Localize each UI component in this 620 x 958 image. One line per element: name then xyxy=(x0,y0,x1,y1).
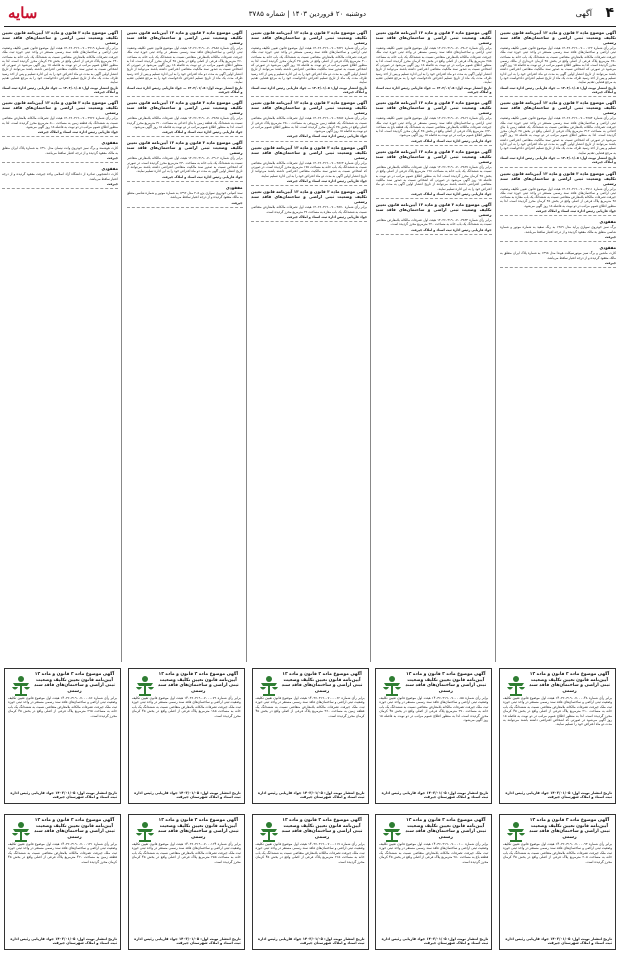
ad-text: برابر رأی شماره ۱۴۰۲۶۰۳۱۹۰۰۷۰۰۳۸۱۹ هیئت اول موضوع قانون تعیین تکلیف وضعیت ثبتی اراضی و ساختمان‌های فاقد سند رسمی مستقر در واحد ثبتی حوزه ثبت ملک جیرفت تصرفات مالکانه بلامعارض متقاضی نسبت به ششدانگ یک قطعه باغ به مساحت ۱۲۴۰ مترمربع پلاک فرعی از اصلی واقع در بخش ۴۵ کرمان محرز گردیده است. لذا به منظور اطلاع عموم مراتب در دو نوبت به فاصله ۱۵ روز آگهی می‌شود. xyxy=(375,116,492,138)
ad-signature: تاریخ انتشار نوبت اول: ۱۴۰۳/۰۱/۰۵ — جواد فاریابی رئیس اداره ثبت اسناد و املاک جیرفت xyxy=(500,85,616,94)
boxed-ad-title: آگهی موضوع ماده ۳ قانون و ماده ۱۳ آیین‌نامه قانون تعیین تکلیف وضعیت ثبتی اراضی و ساختمان‌های فاقد سند رسمی xyxy=(157,818,239,840)
ad-signature: جواد فاریابی رئیس اداره ثبت اسناد و املاک جیرفت xyxy=(286,214,367,219)
newspaper-page xyxy=(4,4,616,954)
classified-ad xyxy=(376,149,492,199)
classified-ad xyxy=(376,100,492,146)
ad-signature: جیرفت xyxy=(106,181,118,186)
boxed-ad xyxy=(499,668,616,804)
classified-ad xyxy=(251,100,367,141)
ad-title: آگهی موضوع ماده ۳ قانون و ماده ۱۳ آیین‌نامه قانون تعیین تکلیف وضعیت ثبتی اراضی و ساختمان‌های فاقد سند رسمی xyxy=(251,30,367,45)
boxed-ad-text: برابر رأی شماره ۱۴۰۳۶۰۳۱۹۰۰۷۰۰۰۰۵۵ هیئت اول موضوع قانون تعیین تکلیف وضعیت ثبتی اراضی و ساختمان‌های فاقد سند رسمی مستقر در واحد ثبتی حوزه ثبت ملک جیرفت تصرفات مالکانه بلامعارض متقاضی نسبت به ششدانگ یک باب خانه به مساحت ۲۷۰ مترمربع پلاک فرعی از اصلی واقع در بخش ۴۵ کرمان محرز گردیده است. لذا به منظور اطلاع عموم مراتب در دو نوبت به فاصله ۱۵ روز آگهی می‌شود. xyxy=(379,696,489,723)
ad-title: آگهی موضوع ماده ۳ قانون و ماده ۱۳ آیین‌نامه قانون تعیین تکلیف وضعیت ثبتی اراضی و ساختمان‌های فاقد سند رسمی xyxy=(251,189,367,205)
ad-text: برابر رأی شماره ۱۴۰۲۶۰۳۱۹۰۰۷۰۰۳۸۵۶ هیئت اول تصرفات مالکانه بلامعارض متقاضی نسبت به ششدانگ یک قطعه زمین مزروعی به مساحت ۲۵۰۰ مترمربع پلاک فرعی از اصلی واقع در بخش ۴۵ کرمان محرز گردیده است. لذا به منظور اطلاع عموم مراتب در دو نوبت به فاصله ۱۵ روز آگهی می‌شود. xyxy=(251,116,367,134)
classified-ad xyxy=(500,219,616,242)
boxed-ad-text: برابر رأی شماره ۱۴۰۳۶۰۳۱۹۰۰۷۰۰۰۱۳۱ هیئت اول موضوع قانون تعیین تکلیف وضعیت ثبتی اراضی و ساختمان‌های فاقد سند رسمی مستقر در واحد ثبتی حوزه ثبت ملک جیرفت تصرفات مالکانه بلامعارض متقاضی نسبت به ششدانگ یک قطعه زمین به مساحت ۴۲۰ مترمربع پلاک فرعی از اصلی واقع در بخش ۴۵ کرمان محرز گردیده است. xyxy=(8,842,117,864)
boxed-ad xyxy=(4,668,121,804)
ad-signature: جواد فاریابی رئیس اداره ثبت اسناد و املاک جیرفت xyxy=(535,209,616,214)
registry-emblem-icon xyxy=(380,673,404,699)
ads-columns xyxy=(4,30,616,662)
ad-column xyxy=(127,30,243,662)
issue-info: دوشنبه ۲۰ فروردین ۱۴۰۳ | شماره ۳۷۸۵ xyxy=(248,10,366,18)
boxed-ad-footer: تاریخ انتشار نوبت اول: ۱۴۰۳/۰۱/۰۵ جواد فاریابی رئیس اداره ثبت اسناد و املاک شهرستان جیرفت xyxy=(505,936,612,946)
registry-emblem-icon xyxy=(257,819,281,845)
ad-text: برابر رأی شماره ۱۴۰۲۶۰۳۱۹۰۰۷۰۰۳۹۲۶ هیئت اول تصرفات مالکانه بلامعارض متقاضی نسبت به ششدانگ یک قطعه زمین به مساحت ۵۰۰ مترمربع محرز گردیده است. لذا به منظور اطلاع عموم مراتب در دو نوبت به فاصله ۱۵ روز آگهی می‌شود. xyxy=(2,116,118,129)
boxed-ad-footer: تاریخ انتشار نوبت اول: ۱۴۰۳/۰۱/۰۵ جواد فاریابی رئیس اداره ثبت اسناد و املاک شهرستان جیرفت xyxy=(381,936,489,946)
column-divider xyxy=(495,30,496,662)
ad-signature: تاریخ انتشار نوبت اول: ۱۴۰۳/۰۱/۰۵ — جواد فاریابی رئیس اداره ثبت اسناد و املاک جیرفت xyxy=(126,85,243,94)
boxed-ad-footer: تاریخ انتشار نوبت اول: ۱۴۰۳/۰۱/۰۵ جواد فاریابی رئیس اداره ثبت اسناد و املاک شهرستان جیرفت xyxy=(134,936,241,946)
boxed-ad-title: آگهی موضوع ماده ۳ قانون و ماده ۱۳ آیین‌نامه قانون تعیین تکلیف وضعیت ثبتی اراضی و ساختمان‌های فاقد سند رسمی xyxy=(34,672,115,694)
page-number: ۴ xyxy=(605,5,614,21)
registry-emblem-icon xyxy=(9,673,33,699)
boxed-ad-title: آگهی موضوع ماده ۳ قانون و ماده ۱۳ آیین‌نامه قانون تعیین تکلیف وضعیت ثبتی اراضی و ساختمان‌های فاقد سند رسمی xyxy=(405,818,487,840)
registry-emblem-icon xyxy=(504,819,528,845)
ad-title: آگهی موضوع ماده ۳ قانون و ماده ۱۳ آیین‌نامه قانون تعیین تکلیف وضعیت ثبتی اراضی و ساختمان‌های فاقد سند رسمی xyxy=(2,30,118,45)
ad-text: برابر رأی شماره ۱۴۰۳۶۰۳۱۹۰۰۷۰۰۰۱۲۲ هیئت اول موضوع قانون تعیین تکلیف وضعیت ثبتی اراضی و ساختمان‌های فاقد سند رسمی مستقر در واحد ثبتی حوزه ثبت ملک جیرفت تصرفات مالکانه بلامعارض متقاضی نسبت به ششدانگ یک باب خانه به مساحت ۲۵۰ مترمربع پلاک فرعی از اصلی واقع در بخش ۴۵ کرمان خریداری از مالک رسمی محرز گردیده است. لذا به منظور اطلاع عموم مراتب در دو نوبت به فاصله ۱۵ روز آگهی می‌شود در صورتی که اشخاص نسبت به صدور سند مالکیت متقاضی اعتراضی داشته باشند می‌توانند از تاریخ انتشار اولین آگهی به مدت دو ماه اعتراض خود را به این اداره تسلیم و پس از اخذ رسید ظرف مدت یک ماه از تاریخ تسلیم اعتراض دادخواست خود را به مرجع قضایی تقدیم نمایند. xyxy=(500,46,616,85)
ad-title: مفقودی xyxy=(599,219,616,225)
ad-title: آگهی موضوع ماده ۳ قانون و ماده ۱۳ آیین‌نامه قانون تعیین تکلیف وضعیت ثبتی اراضی و ساختمان‌های فاقد سند رسمی xyxy=(251,100,367,116)
classified-ad xyxy=(251,189,367,222)
registry-emblem-icon xyxy=(504,673,528,699)
ad-text: برابر رأی شماره ۱۴۰۲۶۰۳۱۹۰۰۷۰۰۳۸۷۰ هیئت اول تصرفات مالکانه بلامعارض متقاضی نسبت به ششدانگ یک باب مغازه به مساحت ۳۶ مترمربع محرز گردیده است. xyxy=(251,205,367,214)
boxed-ad-footer: تاریخ انتشار نوبت اول: ۱۴۰۳/۰۱/۰۵ جواد فاریابی رئیس اداره ثبت اسناد و املاک شهرستان جیرفت xyxy=(134,790,241,800)
ad-text: کارت هوشمند و برگ سبز خودروی وانت نیسان مدل ۱۳۹۰ به شماره پلاک ایران متعلق به مالک مفقود گردیده و از درجه اعتبار ساقط می‌باشد. xyxy=(2,146,118,155)
ad-signature: تاریخ انتشار نوبت اول: ۱۴۰۳/۰۱/۰۵ — جواد فاریابی رئیس اداره ثبت اسناد و املاک جیرفت xyxy=(375,85,492,94)
boxed-ad-footer: تاریخ انتشار نوبت اول: ۱۴۰۳/۰۱/۰۵ جواد فاریابی رئیس اداره ثبت اسناد و املاک شهرستان جیرفت xyxy=(381,790,489,800)
ad-text: برابر رأی شماره ۱۴۰۲۶۰۳۱۹۰۰۷۰۰۳۸۶۳ هیئت اول تصرفات مالکانه بلامعارض متقاضی نسبت به ششدانگ یک باب خانه به مساحت ۱۷۵ مترمربع محرز گردیده است. در صورتی که اشخاص نسبت به صدور سند مالکیت متقاضی اعتراضی داشته باشند می‌توانند از تاریخ انتشار اولین آگهی به مدت دو ماه اعتراض خود را به این اداره تسلیم نمایند. xyxy=(251,160,367,178)
registry-emblem-icon xyxy=(380,819,404,845)
ad-text: برابر رأی شماره ۱۴۰۲۶۰۳۱۹۰۰۷۰۰۳۹۰۲ هیئت اول تصرفات مالکانه بلامعارض متقاضی نسبت به ششدانگ یک باب خانه به مساحت ۲۳۰ مترمربع محرز گردیده است. در صورتی که اشخاص نسبت به صدور سند مالکیت متقاضی اعتراضی داشته باشند می‌توانند از تاریخ انتشار اولین آگهی به مدت دو ماه اعتراض خود را به این اداره تسلیم نمایند. xyxy=(126,156,243,174)
ad-title: آگهی موضوع ماده ۳ قانون و ماده ۱۳ آیین‌نامه قانون تعیین تکلیف وضعیت ثبتی اراضی و ساختمان‌های فاقد سند رسمی xyxy=(126,140,243,156)
ad-signature: جواد فاریابی رئیس اداره ثبت اسناد و املاک جیرفت xyxy=(411,191,492,196)
ad-title: آگهی موضوع ماده ۳ قانون و ماده ۱۳ آیین‌نامه قانون تعیین تکلیف وضعیت ثبتی اراضی و ساختمان‌های فاقد سند رسمی xyxy=(251,144,367,160)
classified-ad xyxy=(2,140,118,163)
ad-signature: جواد فاریابی رئیس اداره ثبت اسناد و املاک جیرفت xyxy=(286,134,367,139)
column-divider xyxy=(370,30,371,662)
boxed-ad-text: برابر رأی شماره ۱۴۰۳۶۰۳۱۹۰۰۷۰۰۰۰۷۹ هیئت اول موضوع قانون تعیین تکلیف وضعیت ثبتی اراضی و ساختمان‌های فاقد سند رسمی مستقر در واحد ثبتی حوزه ثبت ملک جیرفت تصرفات مالکانه بلامعارض متقاضی نسبت به ششدانگ یک باب خانه به مساحت ۱۸۵ مترمربع پلاک فرعی از اصلی واقع در بخش ۴۵ کرمان محرز گردیده است. xyxy=(131,696,241,718)
boxed-ad xyxy=(252,668,369,804)
ad-title: آگهی موضوع ماده ۳ قانون و ماده ۱۳ آیین‌نامه قانون تعیین تکلیف وضعیت ثبتی اراضی و ساختمان‌های فاقد سند رسمی xyxy=(126,100,243,116)
ad-signature: جواد فاریابی رئیس اداره ثبت اسناد و املاک جیرفت xyxy=(411,227,492,232)
column-divider xyxy=(121,30,122,662)
classified-ad xyxy=(376,202,492,235)
ad-title: آگهی موضوع ماده ۳ قانون و ماده ۱۳ آیین‌نامه قانون تعیین تکلیف وضعیت ثبتی اراضی و ساختمان‌های فاقد سند رسمی xyxy=(126,30,243,45)
ad-text: برابر رأی شماره ۱۴۰۲۶۰۳۱۹۰۰۷۰۰۳۷۱۱ هیئت اول موضوع قانون تعیین تکلیف وضعیت ثبتی اراضی و ساختمان‌های فاقد سند رسمی مستقر در واحد ثبتی حوزه ثبت ملک جیرفت تصرفات مالکانه بلامعارض متقاضی نسبت به ششدانگ یک باب مغازه به مساحت ۴۸ مترمربع پلاک فرعی از اصلی واقع در بخش ۴۵ کرمان محرز گردیده است. لذا به منظور اطلاع عموم مراتب در دو نوبت به فاصله ۱۵ روز آگهی می‌شود. xyxy=(500,186,616,208)
boxed-ad-text: برابر رأی شماره ۱۴۰۳۶۰۳۱۹۰۰۷۰۰۰۰۹۳ هیئت اول موضوع قانون تعیین تکلیف وضعیت ثبتی اراضی و ساختمان‌های فاقد سند رسمی مستقر در واحد ثبتی حوزه ثبت ملک جیرفت تصرفات مالکانه بلامعارض متقاضی نسبت به ششدانگ یک باب خانه به مساحت ۲۰۵ مترمربع پلاک فرعی از اصلی واقع در بخش ۴۵ کرمان محرز گردیده است. xyxy=(503,842,612,864)
ad-title: آگهی موضوع ماده ۳ قانون و ماده ۱۳ آیین‌نامه قانون تعیین تکلیف وضعیت ثبتی اراضی و ساختمان‌های فاقد سند رسمی xyxy=(375,202,492,218)
registry-emblem-icon xyxy=(9,819,33,845)
ad-text: برابر رأی شماره ۱۴۰۲۶۰۳۱۹۰۰۷۰۰۳۸۰۲ هیئت اول موضوع قانون تعیین تکلیف وضعیت ثبتی اراضی و ساختمان‌های فاقد سند رسمی مستقر در واحد ثبتی حوزه ثبت ملک جیرفت تصرفات مالکانه بلامعارض متقاضی نسبت به ششدانگ یک باب خانه به مساحت ۲۸۵ مترمربع پلاک فرعی از اصلی واقع در بخش ۴۵ کرمان محرز گردیده است. لذا به منظور اطلاع عموم مراتب در دو نوبت به فاصله ۱۵ روز آگهی می‌شود در صورتی که اشخاص نسبت به صدور سند مالکیت متقاضی اعتراضی داشته باشند می‌توانند از تاریخ انتشار اولین آگهی به مدت دو ماه اعتراض خود را به این اداره تسلیم و پس از اخذ رسید ظرف مدت یک ماه از تاریخ تسلیم اعتراض دادخواست خود را به مرجع قضایی تقدیم نمایند. xyxy=(375,46,492,85)
ad-title: مفقودی xyxy=(101,140,118,146)
ad-column xyxy=(2,30,118,662)
boxed-ad-footer: تاریخ انتشار نوبت اول: ۱۴۰۳/۰۱/۰۵ جواد فاریابی رئیس اداره ثبت اسناد و املاک شهرستان جیرفت xyxy=(10,936,117,946)
classified-ad xyxy=(500,30,616,97)
ad-signature: جواد فاریابی رئیس اداره ثبت اسناد و املاک جیرفت xyxy=(37,130,118,135)
boxed-ad xyxy=(128,668,245,804)
classified-ad xyxy=(251,30,367,97)
classified-ad xyxy=(2,30,118,97)
ad-signature: تاریخ انتشار نوبت اول: ۱۴۰۳/۰۱/۰۵ — جواد فاریابی رئیس اداره ثبت اسناد و املاک جیرفت xyxy=(2,85,118,94)
newspaper-logo: سایه xyxy=(8,4,38,22)
ad-signature: تاریخ انتشار نوبت اول: ۱۴۰۳/۰۱/۰۵ — جواد فاریابی رئیس اداره ثبت اسناد و املاک جیرفت xyxy=(251,85,367,94)
ad-signature: تاریخ انتشار نوبت اول: ۱۴۰۳/۰۱/۰۵ — جواد فاریابی رئیس اداره ثبت اسناد و املاک جیرفت xyxy=(500,155,616,165)
registry-emblem-icon xyxy=(133,673,157,699)
boxed-ad-text: برابر رأی شماره ۱۴۰۳۶۰۳۱۹۰۰۷۰۰۰۱۲۴ هیئت اول موضوع قانون تعیین تکلیف وضعیت ثبتی اراضی و ساختمان‌های فاقد سند رسمی مستقر در واحد ثبتی حوزه ثبت ملک جیرفت تصرفات مالکانه بلامعارض متقاضی نسبت به ششدانگ یک باب خانه به مساحت ۲۵۵ مترمربع پلاک فرعی از اصلی واقع در بخش ۴۵ کرمان محرز گردیده است. xyxy=(131,842,241,864)
boxed-ad xyxy=(499,814,616,950)
boxed-ad-footer: تاریخ انتشار نوبت اول: ۱۴۰۳/۰۱/۰۵ جواد فاریابی رئیس اداره ثبت اسناد و املاک شهرستان جیرفت xyxy=(257,936,365,946)
ad-title: آگهی موضوع ماده ۳ قانون و ماده ۱۳ آیین‌نامه قانون تعیین تکلیف وضعیت ثبتی اراضی و ساختمان‌های فاقد سند رسمی xyxy=(2,100,118,116)
ad-column xyxy=(500,30,616,662)
ad-text: سند کمپانی خودروی سواری پژو ۴۰۵ مدل ۱۳۹۲ به شماره موتور و شماره شاسی متعلق به مالک مفقود گردیده و از درجه اعتبار ساقط می‌باشد. xyxy=(126,190,243,200)
boxed-ad xyxy=(375,668,492,804)
ad-text: کارت ماشین و برگ سبز موتورسیکلت هوندا مدل ۱۳۹۵ به شماره پلاک ایران متعلق به مالک مفقود گردیده و از درجه اعتبار ساقط می‌باشد. xyxy=(500,251,616,260)
ad-title: آگهی موضوع ماده ۳ قانون و ماده ۱۳ آیین‌نامه قانون تعیین تکلیف وضعیت ثبتی اراضی و ساختمان‌های فاقد سند رسمی xyxy=(375,30,492,45)
boxed-ad-footer: تاریخ انتشار نوبت اول: ۱۴۰۳/۰۱/۰۵ جواد فاریابی رئیس اداره ثبت اسناد و املاک شهرستان جیرفت xyxy=(505,790,612,800)
boxed-ad-text: برابر رأی شماره ۱۴۰۳۶۰۳۱۹۰۰۷۰۰۰۱۱۷ هیئت اول موضوع قانون تعیین تکلیف وضعیت ثبتی اراضی و ساختمان‌های فاقد سند رسمی مستقر در واحد ثبتی حوزه ثبت ملک جیرفت تصرفات مالکانه بلامعارض متقاضی نسبت به ششدانگ یک باب خانه به مساحت ۲۱۵ مترمربع پلاک فرعی از اصلی واقع در بخش ۴۵ کرمان محرز گردیده است. xyxy=(255,842,365,864)
boxed-ad xyxy=(128,814,245,950)
section-name: آگهی xyxy=(575,9,592,18)
ad-text: برابر رأی شماره ۱۴۰۲۶۰۳۱۹۰۰۷۰۰۳۸۳۴ هیئت اول تصرفات مالکانه بلامعارض متقاضی نسبت به ششدانگ یک باب خانه به مساحت ۲۲۰ مترمربع محرز گردیده است. xyxy=(375,218,492,227)
ad-title: آگهی موضوع ماده ۳ قانون و ماده ۱۳ آیین‌نامه قانون تعیین تکلیف وضعیت ثبتی اراضی و ساختمان‌های فاقد سند رسمی xyxy=(375,149,492,165)
boxed-ad-footer: تاریخ انتشار نوبت اول: ۱۴۰۳/۰۱/۰۵ جواد فاریابی رئیس اداره ثبت اسناد و املاک شهرستان جیرفت xyxy=(10,790,117,800)
classified-ad xyxy=(127,140,243,181)
ad-title: مفقودی xyxy=(101,166,118,172)
ad-column xyxy=(376,30,492,662)
ad-signature: جیرفت xyxy=(106,156,118,161)
ad-signature: جواد فاریابی رئیس اداره ثبت اسناد و املاک جیرفت xyxy=(286,178,367,183)
ad-column xyxy=(251,30,367,662)
classified-ad xyxy=(500,171,616,217)
boxed-ad-title: آگهی موضوع ماده ۳ قانون و ماده ۱۳ آیین‌نامه قانون تعیین تکلیف وضعیت ثبتی اراضی و ساختمان‌های فاقد سند رسمی xyxy=(34,818,115,840)
classified-ad xyxy=(2,100,118,137)
classified-ad xyxy=(500,100,616,167)
ad-text: برابر رأی شماره ۱۴۰۲۶۰۳۱۹۰۰۷۰۰۳۸۴۱ هیئت اول موضوع قانون تعیین تکلیف وضعیت ثبتی اراضی و ساختمان‌های فاقد سند رسمی مستقر در واحد ثبتی حوزه ثبت ملک جیرفت تصرفات مالکانه بلامعارض متقاضی نسبت به ششدانگ یک باب خانه به مساحت ۳۰۰ مترمربع پلاک فرعی از اصلی واقع در بخش ۴۵ کرمان محرز گردیده است. لذا به منظور اطلاع عموم مراتب در دو نوبت به فاصله ۱۵ روز آگهی می‌شود در صورتی که اشخاص نسبت به صدور سند مالکیت متقاضی اعتراضی داشته باشند می‌توانند از تاریخ انتشار اولین آگهی به مدت دو ماه اعتراض خود را به این اداره تسلیم و پس از اخذ رسید ظرف مدت یک ماه از تاریخ تسلیم اعتراض دادخواست خود را به مرجع قضایی تقدیم نمایند. xyxy=(251,46,367,85)
classified-ad xyxy=(2,166,118,189)
ad-title: آگهی موضوع ماده ۳ قانون و ماده ۱۳ آیین‌نامه قانون تعیین تکلیف وضعیت ثبتی اراضی و ساختمان‌های فاقد سند رسمی xyxy=(500,30,616,45)
ad-signature: جواد فاریابی رئیس اداره ثبت اسناد و املاک جیرفت xyxy=(162,130,243,135)
ad-signature: جیرفت xyxy=(231,200,243,205)
ad-text: برابر رأی شماره ۱۴۰۲۶۰۳۱۹۰۰۷۰۰۳۸۹۵ هیئت اول تصرفات مالکانه بلامعارض متقاضی نسبت به ششدانگ یک قطعه زمین با بنای احداثی به مساحت ۴۱۰ مترمربع محرز گردیده است. لذا به منظور اطلاع عموم مراتب در دو نوبت به فاصله ۱۵ روز آگهی می‌شود. xyxy=(126,116,243,129)
boxed-ad-text: برابر رأی شماره ۱۴۰۳۶۰۳۱۹۰۰۷۰۰۰۰۸۶ هیئت اول موضوع قانون تعیین تکلیف وضعیت ثبتی اراضی و ساختمان‌های فاقد سند رسمی مستقر در واحد ثبتی حوزه ثبت ملک جیرفت تصرفات مالکانه بلامعارض متقاضی نسبت به ششدانگ یک باب خانه به مساحت ۲۹۵ مترمربع پلاک فرعی از اصلی واقع در بخش ۴۵ کرمان محرز گردیده است. xyxy=(8,696,117,718)
classified-ad xyxy=(127,185,243,208)
ad-text: برابر رأی شماره ۱۴۰۲۶۰۳۱۹۰۰۷۰۰۳۶۵۴ هیئت اول موضوع قانون تعیین تکلیف وضعیت ثبتی اراضی و ساختمان‌های فاقد سند رسمی مستقر در واحد ثبتی حوزه ثبت ملک جیرفت تصرفات مالکانه بلامعارض متقاضی نسبت به ششدانگ یک قطعه زمین با بنای احداثی به مساحت ۳۱۲ مترمربع پلاک فرعی از اصلی واقع در بخش ۴۵ کرمان محرز گردیده است. لذا به منظور اطلاع عموم مراتب در دو نوبت به فاصله ۱۵ روز آگهی می‌شود در صورتی که اشخاص نسبت به صدور سند مالکیت متقاضی اعتراضی داشته باشند می‌توانند از تاریخ انتشار اولین آگهی به مدت دو ماه اعتراض خود را به این اداره تسلیم و پس از اخذ رسید ظرف مدت یک ماه از تاریخ تسلیم اعتراض دادخواست خود را به مرجع قضایی تقدیم نمایند. xyxy=(500,116,616,155)
boxed-ad xyxy=(252,814,369,950)
column-divider xyxy=(246,30,247,662)
boxed-ad-title: آگهی موضوع ماده ۳ قانون و ماده ۱۳ آیین‌نامه قانون تعیین تکلیف وضعیت ثبتی اراضی و ساختمان‌های فاقد سند رسمی xyxy=(281,672,363,694)
ad-title: آگهی موضوع ماده ۳ قانون و ماده ۱۳ آیین‌نامه قانون تعیین تکلیف وضعیت ثبتی اراضی و ساختمان‌های فاقد سند رسمی xyxy=(375,100,492,116)
boxed-ad-text: برابر رأی شماره ۱۴۰۳۶۰۳۱۹۰۰۷۰۰۰۱۰۰ هیئت اول موضوع قانون تعیین تکلیف وضعیت ثبتی اراضی و ساختمان‌های فاقد سند رسمی مستقر در واحد ثبتی حوزه ثبت ملک جیرفت تصرفات مالکانه بلامعارض متقاضی نسبت به ششدانگ یک قطعه باغ به مساحت ۹۸۰ مترمربع پلاک فرعی از اصلی واقع در بخش ۴۵ کرمان محرز گردیده است. xyxy=(379,842,489,864)
ad-text: برابر رأی شماره ۱۴۰۲۶۰۳۱۹۰۰۷۰۰۳۸۸۸ هیئت اول موضوع قانون تعیین تکلیف وضعیت ثبتی اراضی و ساختمان‌های فاقد سند رسمی مستقر در واحد ثبتی حوزه ثبت ملک جیرفت تصرفات مالکانه بلامعارض متقاضی نسبت به ششدانگ یک باب خانه به مساحت ۲۶۰ مترمربع پلاک فرعی از اصلی واقع در بخش ۴۵ کرمان محرز گردیده است. لذا به منظور اطلاع عموم مراتب در دو نوبت به فاصله ۱۵ روز آگهی می‌شود در صورتی که اشخاص نسبت به صدور سند مالکیت متقاضی اعتراضی داشته باشند می‌توانند از تاریخ انتشار اولین آگهی به مدت دو ماه اعتراض خود را به این اداره تسلیم و پس از اخذ رسید ظرف مدت یک ماه از تاریخ تسلیم اعتراض دادخواست خود را به مرجع قضایی تقدیم نمایند. xyxy=(126,46,243,85)
classified-ad xyxy=(376,30,492,97)
boxed-ad-title: آگهی موضوع ماده ۳ قانون و ماده ۱۳ آیین‌نامه قانون تعیین تکلیف وضعیت ثبتی اراضی و ساختمان‌های فاقد سند رسمی xyxy=(529,818,610,840)
ad-title: آگهی موضوع ماده ۳ قانون و ماده ۱۳ آیین‌نامه قانون تعیین تکلیف وضعیت ثبتی اراضی و ساختمان‌های فاقد سند رسمی xyxy=(500,100,616,116)
boxed-ad-title: آگهی موضوع ماده ۳ قانون و ماده ۱۳ آیین‌نامه قانون تعیین تکلیف وضعیت ثبتی اراضی و ساختمان‌های فاقد سند رسمی xyxy=(281,818,363,840)
boxed-ad-text: برابر رأی شماره ۱۴۰۳۶۰۳۱۹۰۰۷۰۰۰۰۴۸ هیئت اول موضوع قانون تعیین تکلیف وضعیت ثبتی اراضی و ساختمان‌های فاقد سند رسمی مستقر در واحد ثبتی حوزه ثبت ملک جیرفت تصرفات مالکانه بلامعارض متقاضی نسبت به ششدانگ یک باب خانه به مساحت ۲۱۰ مترمربع پلاک فرعی از اصلی واقع در بخش ۴۵ کرمان محرز گردیده است. لذا به منظور اطلاع عموم مراتب در دو نوبت به فاصله ۱۵ روز آگهی می‌شود در صورتی که اشخاص اعتراضی داشته باشند می‌توانند به مدت دو ماه اعتراض خود را تسلیم نمایند. xyxy=(503,696,612,727)
page-header xyxy=(4,4,616,27)
boxed-ad-title: آگهی موضوع ماده ۳ قانون و ماده ۱۳ آیین‌نامه قانون تعیین تکلیف وضعیت ثبتی اراضی و ساختمان‌های فاقد سند رسمی xyxy=(529,672,610,694)
boxed-ad xyxy=(4,814,121,950)
ad-text: برابر رأی شماره ۱۴۰۲۶۰۳۱۹۰۰۷۰۰۳۸۲۷ هیئت اول تصرفات مالکانه بلامعارض متقاضی نسبت به ششدانگ یک باب خانه به مساحت ۱۹۸ مترمربع پلاک فرعی از اصلی واقع در بخش ۴۵ کرمان محرز گردیده است. لذا به منظور اطلاع عموم مراتب در دو نوبت به فاصله ۱۵ روز آگهی می‌شود در صورتی که اشخاص نسبت به صدور سند مالکیت متقاضی اعتراضی داشته باشند می‌توانند از تاریخ انتشار اولین آگهی به مدت دو ماه اعتراض خود را به این اداره تسلیم نمایند. xyxy=(375,165,492,191)
boxed-ad-title: آگهی موضوع ماده ۳ قانون و ماده ۱۳ آیین‌نامه قانون تعیین تکلیف وضعیت ثبتی اراضی و ساختمان‌های فاقد سند رسمی xyxy=(405,672,487,694)
classified-ad xyxy=(500,245,616,268)
ad-text: برابر رأی شماره ۱۴۰۲۶۰۳۱۹۰۰۷۰۰۳۹۱۹ هیئت اول موضوع قانون تعیین تکلیف وضعیت ثبتی اراضی و ساختمان‌های فاقد سند رسمی مستقر در واحد ثبتی حوزه ثبت ملک جیرفت تصرفات مالکانه بلامعارض متقاضی نسبت به ششدانگ یک باب خانه به مساحت ۲۴۰ مترمربع پلاک فرعی از اصلی واقع در بخش ۴۵ کرمان محرز گردیده است. لذا به منظور اطلاع عموم مراتب در دو نوبت به فاصله ۱۵ روز آگهی می‌شود در صورتی که اشخاص نسبت به صدور سند مالکیت متقاضی اعتراضی داشته باشند می‌توانند از تاریخ انتشار اولین آگهی به مدت دو ماه اعتراض خود را به این اداره تسلیم و پس از اخذ رسید ظرف مدت یک ماه از تاریخ تسلیم اعتراض دادخواست خود را به مرجع قضایی تقدیم نمایند. xyxy=(2,46,118,85)
registry-emblem-icon xyxy=(133,819,157,845)
ad-signature: جواد فاریابی رئیس اداره ثبت اسناد و املاک جیرفت xyxy=(411,138,492,143)
ad-title: آگهی موضوع ماده ۳ قانون و ماده ۱۳ آیین‌نامه قانون تعیین تکلیف وضعیت ثبتی اراضی و ساختمان‌های فاقد سند رسمی xyxy=(500,170,616,186)
ad-signature: جواد فاریابی رئیس اداره ثبت اسناد و املاک جیرفت xyxy=(162,174,243,179)
classified-ad xyxy=(251,145,367,186)
boxed-ad-title: آگهی موضوع ماده ۳ قانون و ماده ۱۳ آیین‌نامه قانون تعیین تکلیف وضعیت ثبتی اراضی و ساختمان‌های فاقد سند رسمی xyxy=(157,672,239,694)
ad-signature: جیرفت xyxy=(604,260,616,265)
classified-ad xyxy=(127,30,243,97)
boxed-ad-text: برابر رأی شماره ۱۴۰۳۶۰۳۱۹۰۰۷۰۰۰۰۶۲ هیئت اول موضوع قانون تعیین تکلیف وضعیت ثبتی اراضی و ساختمان‌های فاقد سند رسمی مستقر در واحد ثبتی حوزه ثبت ملک جیرفت تصرفات مالکانه بلامعارض متقاضی نسبت به ششدانگ یک قطعه زمین به مساحت ۳۶۰ مترمربع پلاک فرعی از اصلی واقع در بخش ۴۵ کرمان محرز گردیده است. xyxy=(255,696,365,718)
ad-signature: جیرفت xyxy=(604,234,616,239)
boxed-ad xyxy=(375,814,492,950)
ad-title: مفقودی xyxy=(599,245,616,251)
ad-text: کارت دانشجویی صادره از دانشگاه آزاد اسلامی واحد جیرفت مفقود گردیده و از درجه اعتبار ساقط می‌باشد. xyxy=(2,172,118,181)
ad-text: برگ سبز خودروی سواری پراید مدل ۱۳۸۹ به رنگ سفید به شماره موتور و شماره شاسی متعلق به مالک مفقود گردیده و از درجه اعتبار ساقط می‌باشد. xyxy=(500,225,616,234)
boxed-ads-grid xyxy=(4,668,616,954)
classified-ad xyxy=(127,100,243,137)
boxed-ad-footer: تاریخ انتشار نوبت اول: ۱۴۰۳/۰۱/۰۵ جواد فاریابی رئیس اداره ثبت اسناد و املاک شهرستان جیرفت xyxy=(257,790,365,800)
ad-title: مفقودی xyxy=(226,184,243,190)
registry-emblem-icon xyxy=(257,673,281,699)
